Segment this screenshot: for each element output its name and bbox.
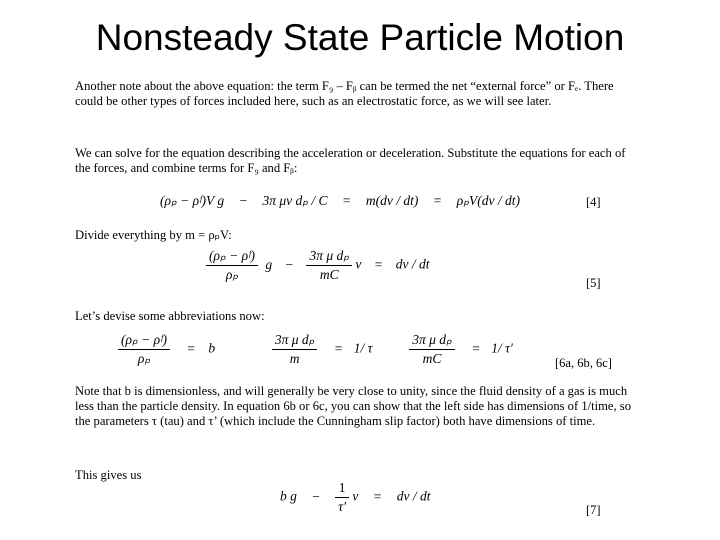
paragraph-divide: Divide everything by m = ρₚV: <box>75 228 232 242</box>
eq5-rhs: dv / dt <box>395 256 430 272</box>
eq6-tau-prime-fraction <box>409 332 455 367</box>
eq5-frac2-denominator: mC <box>319 267 339 282</box>
paragraph-external-force: Another note about the above equation: the term F₉ – Fᵦ can be termed the net “external force” or Fₑ. There could be other types of forces included here, such as an electrostatic force, as we will see later. <box>75 79 614 108</box>
eq6-tag: [6a, 6b, 6c] <box>555 356 612 370</box>
eq5-frac1-numerator: (ρₚ − ρᶠ) <box>206 248 258 266</box>
eq6-b-fraction <box>118 332 170 367</box>
eq6-tau-fraction <box>272 332 318 367</box>
eq6-equals-b: = <box>334 340 343 356</box>
eq7-denominator: τ' <box>338 499 346 514</box>
eq7-rhs: dv / dt <box>396 488 431 504</box>
eq4-right-term: ρₚV(dv / dt) <box>456 193 521 208</box>
equation-7 <box>280 480 430 515</box>
eq4-equals-2: = <box>433 193 442 208</box>
eq6-equals-a: = <box>187 340 195 356</box>
slide-title: Nonsteady State Particle Motion <box>95 17 625 58</box>
eq7-equals: = <box>373 488 382 504</box>
eq4-left-term: (ρₚ − ρᶠ)V g <box>160 193 225 208</box>
eq4-mass-term: m(dv / dt) <box>365 193 419 208</box>
eq4-tag: [4] <box>586 195 601 209</box>
eq6-f1-denominator: ρₚ <box>137 351 151 366</box>
paragraph-this-gives: This gives us <box>75 468 142 482</box>
eq6-f2-denominator: m <box>289 351 300 366</box>
eq7-tag: [7] <box>586 503 601 517</box>
eq5-frac1-denominator: ρₚ <box>225 267 239 282</box>
equation-6 <box>118 332 513 367</box>
eq5-drag-fraction <box>306 248 352 283</box>
eq6-tau: 1/ τ <box>353 340 373 356</box>
paragraph-solve-acceleration: We can solve for the equation describing the acceleration or deceleration. Substitute the equations for each of the forces, and combine terms for F₉ and Fᵦ: <box>75 146 626 175</box>
eq6-f2-numerator: 3π μ dₚ <box>272 332 318 350</box>
eq7-bg: b g <box>280 488 297 504</box>
eq4-minus: − <box>239 193 248 208</box>
eq6-f1-numerator: (ρₚ − ρᶠ) <box>118 332 170 350</box>
equation-4 <box>160 193 520 209</box>
eq7-numerator: 1 <box>335 480 349 498</box>
eq6-f3-denominator: mC <box>422 351 442 366</box>
eq5-density-fraction <box>206 248 258 283</box>
eq5-minus: − <box>285 256 294 272</box>
equation-5 <box>206 248 430 283</box>
eq7-v: v <box>352 488 359 504</box>
eq5-equals: = <box>374 256 383 272</box>
eq5-v: v <box>355 256 362 272</box>
eq4-drag-term: 3π μv dₚ / C <box>262 193 328 208</box>
eq4-equals-1: = <box>342 193 351 208</box>
paragraph-abbreviations: Let’s devise some abbreviations now: <box>75 309 265 323</box>
paragraph-dimensionless: Note that b is dimensionless, and will generally be very close to unity, since the fluid density of a gas is much less than the particle density. In equation 6b or 6c, you can show that the left side has dimensions of 1/time, so the parameters τ (tau) and τ’ (which include the Cunningham slip factor) both have dimensions of time. <box>75 384 631 428</box>
eq6-b: b <box>208 340 216 356</box>
eq6-equals-c: = <box>472 340 480 356</box>
eq7-fraction <box>335 480 349 515</box>
eq6-f3-numerator: 3π μ dₚ <box>409 332 455 350</box>
eq5-frac2-numerator: 3π μ dₚ <box>306 248 352 266</box>
eq5-g: g <box>265 256 273 272</box>
eq7-minus: − <box>312 488 320 504</box>
eq6-tau-prime: 1/ τ' <box>491 340 513 356</box>
eq5-tag: [5] <box>586 276 601 290</box>
